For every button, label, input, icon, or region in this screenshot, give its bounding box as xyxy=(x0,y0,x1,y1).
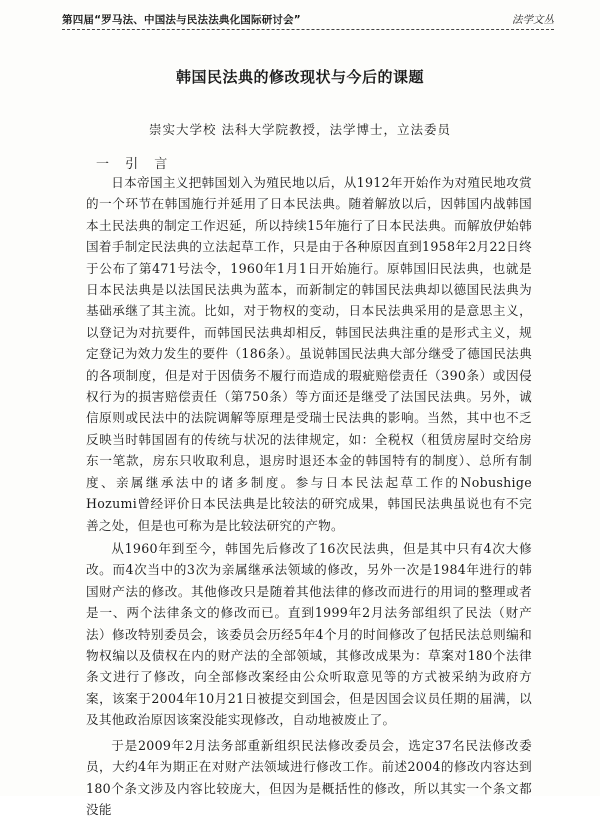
body-paragraph-2: 从1960年到至今，韩国先后修改了16次民法典，但是其中只有4次大修改。而4次当中的3次为亲属继承法领域的修改，另外一次是1984年进行的韩国财产法的修改。其他修改只是随着其他法律的修改而进行的用词的整理或者是一、两个法律条文的修改而已。直到1999年2月法务部组织了民法（财产法）修改特别委员会，该委员会历经5年4个月的时间修改了包括民法总则编和物权编以及债权在内的财产法的全部领域，其修改成果为：草案对180个法律条文进行了修改，向全部修改案经由公众听取意见等的方式被采纳为政府方案，该案于2004年10月21日被提交到国会，但是因国会议员任期的届满，以及其他政治原因该案没能实现修改，自动地被废止了。 xyxy=(86,541,532,728)
author-line: 崇实大学校 法科大学院教授，法学博士，立法委员 xyxy=(149,122,451,137)
running-header xyxy=(62,8,554,30)
header-series-name: 法学文丛 xyxy=(512,14,554,26)
body-paragraph-3: 于是2009年2月法务部重新组织民法修改委员会，选定37名民法修改委员，大约4年为期正在对财产法领域进行修改工作。前述2004的修改内容达到180个条文涉及内容比较庞大，但因为是概括性的修改，所以其实一个条文都没能 xyxy=(86,738,532,818)
section-heading-introduction: 一 引 言 xyxy=(96,157,174,172)
header-conference-title: 第四届“罗马法、中国法与民法法典化国际研讨会” xyxy=(62,14,301,26)
article-title: 韩国民法典的修改现状与今后的课题 xyxy=(175,68,424,86)
header-divider xyxy=(62,29,554,30)
body-paragraph-1: 日本帝国主义把韩国划入为殖民地以后，从1912年开始作为对殖民地攻赏的一个环节在韩国施行并延用了日本民法典。随着解放以后，因韩国内战韩国本土民法典的制定工作迟延，所以持续15年施行了日本民法典。而解放伊始韩国着手制定民法典的立法起草工作，只是由于各种原因直到1958年2月22日终于公布了第471号法令，1960年1月1日开始施行。原韩国旧民法典，也就是日本民法典是以法国民法典为蓝本，而新制定的韩国民法典却以德国民法典为基础承继了其主流。比如，对于物权的变动，日本民法典采用的是意思主义，以登记为对抗要件，而韩国民法典却相反，韩国民法典注重的是形式主义，规定登记为效力发生的要件（186条）。虽说韩国民法典大部分继受了德国民法典的各项制度，但是对于因债务不履行而造成的瑕疵赔偿责任（390条）或因侵权行为的损害赔偿责任（第750条）等方面还是继受了法国民法典。另外，诚信原则或民法中的法院调解等原理是受瑞士民法典的影响。当然，其中也不乏反映当时韩国固有的传统与状况的法律规定，如：全税权（租赁房屋时交给房东一笔款，房东只收取利息，退房时退还本金的韩国特有的制度）、总所有制度、亲属继承法中的诸多制度。参与日本民法起草工作的Nobushige Hozumi曾经评价日本民法典是比较法的研究成果，韩国民法典虽说也有不完善之处，但是也可称为是比较法研究的产物。 xyxy=(86,175,532,533)
